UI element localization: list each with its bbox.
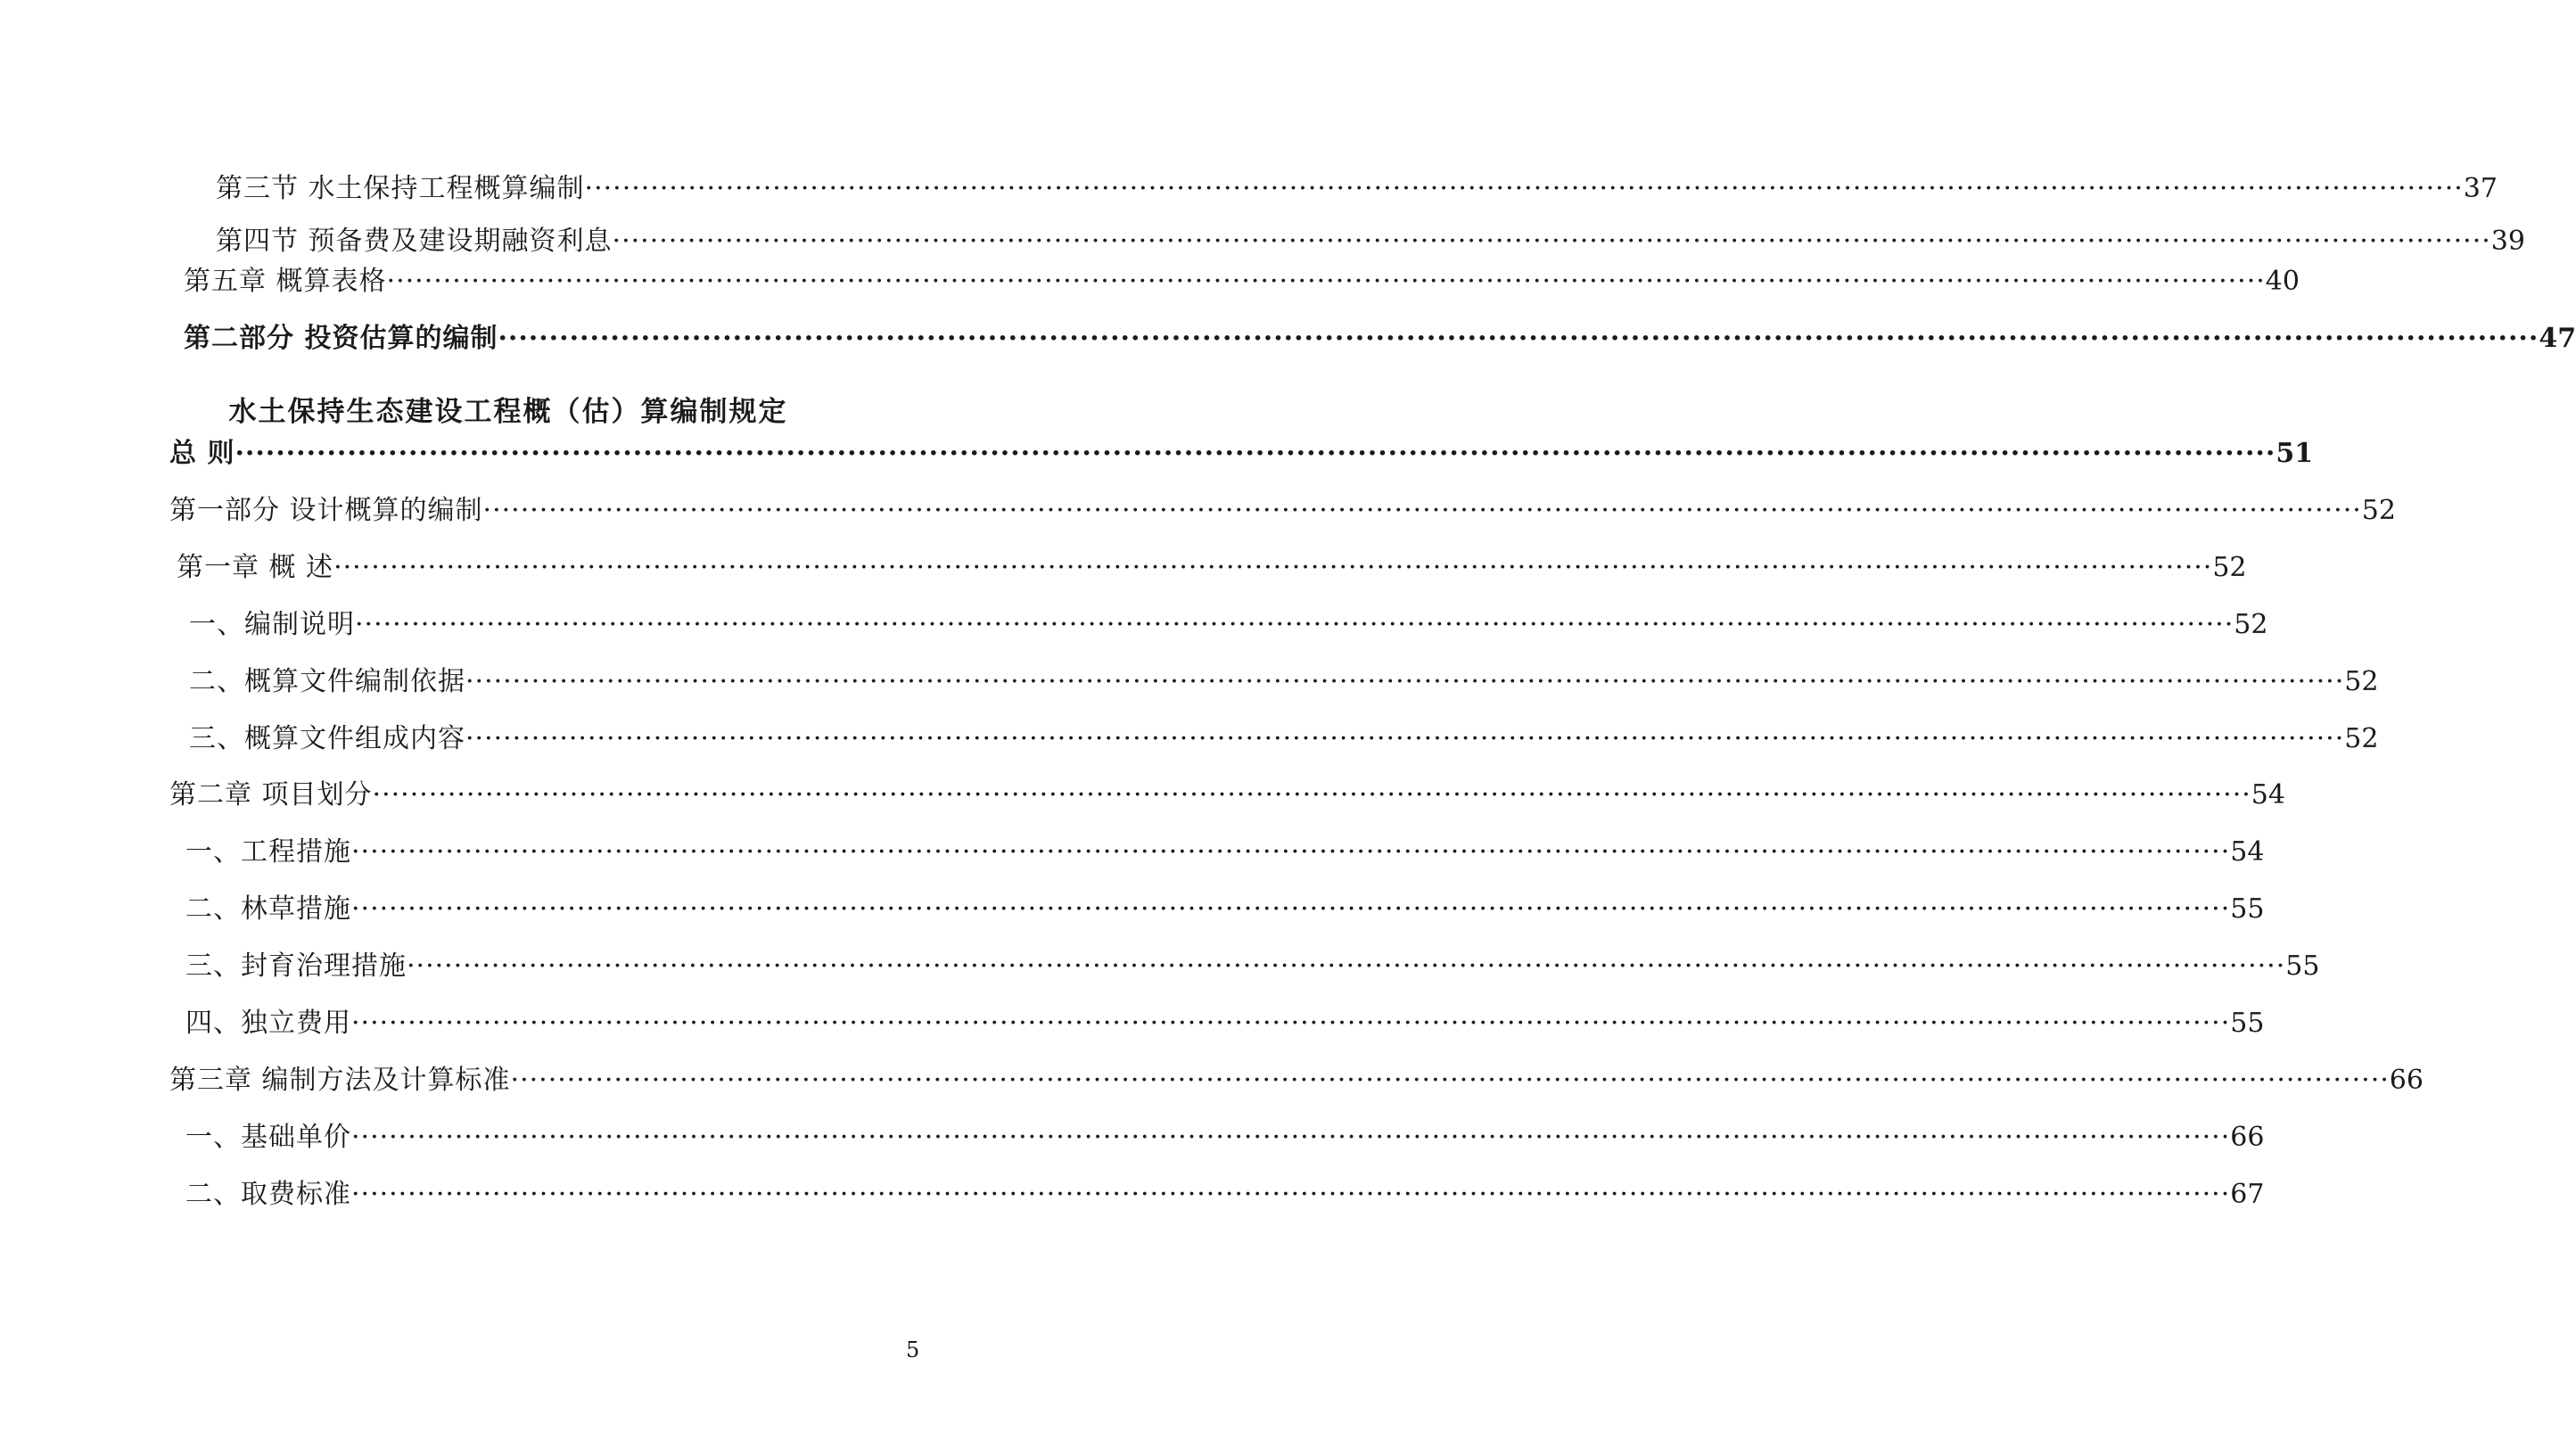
toc-leader-dots: ········································································································································································································ — [351, 1122, 2231, 1153]
toc-leader-dots: ········································································································································································································ — [510, 1065, 2390, 1096]
toc-entry-page: 55 — [2230, 1008, 2265, 1039]
toc-entry[interactable] — [189, 664, 2379, 700]
toc-entry-page: 39 — [2490, 226, 2525, 257]
toc-entry[interactable] — [189, 607, 2268, 643]
toc-entry[interactable] — [185, 949, 2320, 984]
toc-entry[interactable] — [169, 1063, 2424, 1099]
toc-entry-title: 二、取费标准 — [185, 1179, 351, 1210]
toc-leader-dots: ········································································································································································································ — [465, 723, 2345, 754]
toc-entry-title: 二、概算文件编制依据 — [189, 666, 465, 697]
toc-entry-page: 52 — [2212, 552, 2247, 583]
toc-leader-dots: ········································································································································································································ — [351, 1179, 2231, 1210]
toc-entry-title: 第二章 项目划分 — [169, 779, 373, 811]
toc-leader-dots: ········································································································································································································ — [351, 836, 2231, 868]
toc-leader-dots: ········································································································································································································ — [498, 323, 2539, 354]
toc-entry[interactable] — [185, 1006, 2265, 1041]
toc-entry-page: 55 — [2285, 950, 2320, 982]
toc-entry[interactable] — [184, 264, 2300, 300]
toc-entry[interactable] — [185, 1177, 2265, 1213]
toc-entry-title: 三、概算文件组成内容 — [189, 723, 465, 754]
toc-entry[interactable] — [216, 171, 2498, 207]
toc-leader-dots: ········································································································································································································ — [407, 950, 2286, 982]
toc-entry[interactable] — [169, 493, 2396, 529]
toc-leader-dots: ········································································································································································································ — [465, 666, 2345, 697]
toc-entry-page: 52 — [2361, 495, 2396, 526]
toc-entry-page: 54 — [2251, 779, 2285, 811]
toc-entry-title: 一、编制说明 — [189, 609, 355, 640]
toc-entry-page: 51 — [2276, 438, 2314, 469]
toc-entry-title: 第三节 水土保持工程概算编制 — [216, 173, 585, 204]
toc-entry-title: 第三章 编制方法及计算标准 — [169, 1065, 511, 1096]
toc-entry-page: 67 — [2230, 1179, 2265, 1210]
toc-entry-page: 66 — [2230, 1122, 2265, 1153]
toc-entry-page: 54 — [2230, 836, 2265, 868]
toc-entry[interactable] — [177, 550, 2247, 586]
toc-entry-page: 55 — [2230, 893, 2265, 925]
toc-entry[interactable] — [185, 1120, 2265, 1156]
toc-entry[interactable] — [185, 835, 2265, 870]
toc-entry-title: 第二部分 投资估算的编制 — [184, 323, 498, 354]
toc-entry-title: 第一部分 设计概算的编制 — [169, 495, 483, 526]
toc-entry-page: 40 — [2265, 266, 2300, 297]
toc-leader-dots: ········································································································································································································ — [235, 438, 2276, 469]
toc-entry-title: 一、工程措施 — [185, 836, 351, 868]
toc-entry-title: 四、独立费用 — [185, 1008, 351, 1039]
toc-entry-page: 52 — [2344, 723, 2379, 754]
toc-entry-title: 总 则 — [169, 438, 235, 469]
toc-entry-title: 二、林草措施 — [185, 893, 351, 925]
toc-leader-dots: ········································································································································································································ — [386, 266, 2266, 297]
toc-entry-page: 52 — [2234, 609, 2268, 640]
toc-leader-dots: ········································································································································································································ — [351, 893, 2231, 925]
toc-leader-dots: ········································································································································································································ — [612, 226, 2491, 257]
page-number: 5 — [906, 1337, 920, 1362]
toc-leader-dots: ········································································································································································································ — [482, 495, 2362, 526]
toc-entry-title: 第四节 预备费及建设期融资利息 — [216, 226, 613, 257]
toc-entry[interactable] — [184, 321, 2576, 357]
toc-entry-title: 第五章 概算表格 — [184, 266, 387, 297]
toc-leader-dots: ········································································································································································································ — [333, 552, 2213, 583]
toc-entry-page: 47 — [2539, 323, 2576, 354]
toc-entry[interactable] — [216, 224, 2525, 259]
toc-entry[interactable] — [189, 721, 2379, 757]
toc-entry[interactable] — [169, 778, 2285, 813]
section-heading: 水土保持生态建设工程概（估）算编制规定 — [228, 396, 788, 428]
toc-entry-page: 66 — [2389, 1065, 2424, 1096]
toc-entry-page: 37 — [2463, 173, 2498, 204]
toc-entry-title: 三、封育治理措施 — [185, 950, 407, 982]
toc-entry-page: 52 — [2344, 666, 2379, 697]
toc-leader-dots: ········································································································································································································ — [372, 779, 2251, 811]
toc-entry[interactable] — [185, 892, 2265, 927]
toc-entry-title: 第一章 概 述 — [177, 552, 334, 583]
toc-entry[interactable] — [169, 436, 2314, 472]
toc-leader-dots: ········································································································································································································ — [584, 173, 2464, 204]
toc-leader-dots: ········································································································································································································ — [355, 609, 2234, 640]
toc-leader-dots: ········································································································································································································ — [351, 1008, 2231, 1039]
toc-entry-title: 一、基础单价 — [185, 1122, 351, 1153]
